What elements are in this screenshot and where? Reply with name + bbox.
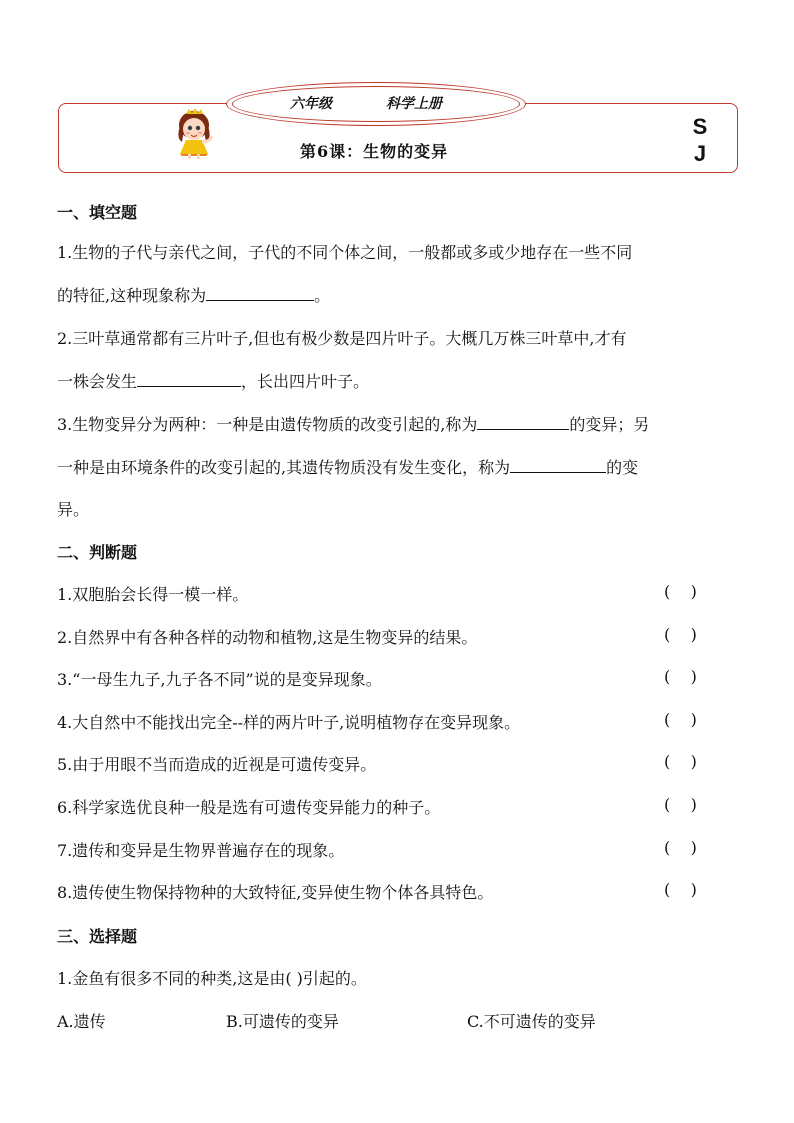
judge-item-3: 3.“一母生九子,九子各不同”说的是变异现象。	[57, 670, 382, 689]
girl-mascot-icon	[170, 108, 220, 160]
judge-item-4: 4.大自然中不能找出完全--样的两片叶子,说明植物存在变异现象。	[57, 713, 521, 732]
fill-q2-line2	[57, 369, 369, 392]
publisher-code-j: J	[693, 141, 707, 166]
choice-option-c[interactable]: C.不可遗传的变异	[467, 1012, 596, 1031]
choice-option-b[interactable]: B.可遗传的变异	[226, 1012, 339, 1031]
fill-q3-line1	[57, 412, 649, 435]
lesson-title: 第6课：生物的变异	[300, 142, 449, 161]
judge-answer-7[interactable]: ( )	[664, 838, 697, 857]
fill-q3-line2	[57, 455, 638, 478]
fill-q3-line3: 异。	[57, 500, 90, 519]
judge-item-5: 5.由于用眼不当而造成的近视是可遗传变异。	[57, 755, 377, 774]
fill-q3-blank2[interactable]	[510, 458, 606, 473]
fill-q1-blank[interactable]	[206, 286, 314, 301]
judge-answer-2[interactable]: ( )	[664, 625, 697, 644]
judge-answer-6[interactable]: ( )	[664, 795, 697, 814]
fill-q3-text3: 一种是由环境条件的改变引起的,其遗传物质没有发生变化，称为	[57, 458, 511, 477]
section-title-judge: 二、判断题	[57, 543, 138, 562]
subject-label: 科学上册	[386, 96, 442, 112]
fill-q2-text: 一株会发生	[57, 372, 138, 391]
judge-item-8: 8.遗传使生物保持物种的大致特征,变异使生物个体各具特色。	[57, 883, 494, 902]
fill-q3-blank1[interactable]	[477, 415, 569, 430]
publisher-code	[688, 113, 712, 167]
fill-q1-line1: 1.生物的子代与亲代之间，子代的不同个体之间，一般都或多或少地存在一些不同	[57, 243, 633, 262]
judge-item-2: 2.自然界中有各种各样的动物和植物,这是生物变异的结果。	[57, 628, 478, 647]
fill-q2-end: ，长出四片叶子。	[241, 372, 370, 391]
judge-answer-8[interactable]: ( )	[664, 880, 697, 899]
fill-q3-text4: 的变	[606, 458, 639, 477]
judge-answer-5[interactable]: ( )	[664, 752, 697, 771]
judge-item-6: 6.科学家选优良种一般是选有可遗传变异能力的种子。	[57, 798, 441, 817]
fill-q3-text2: 的变异；另	[569, 415, 650, 434]
fill-q1-text: 的特征,这种现象称为	[57, 286, 207, 305]
fill-q1-end: 。	[314, 286, 331, 305]
fill-q2-blank[interactable]	[137, 372, 241, 387]
publisher-code-s: S	[692, 114, 708, 139]
judge-answer-1[interactable]: ( )	[664, 582, 697, 601]
judge-answer-3[interactable]: ( )	[664, 667, 697, 686]
section-title-choice: 三、选择题	[57, 927, 138, 946]
judge-item-7: 7.遗传和变异是生物界普遍存在的现象。	[57, 841, 345, 860]
section-title-fill: 一、填空题	[57, 203, 138, 222]
judge-item-1: 1.双胞胎会长得一模一样。	[57, 585, 249, 604]
choice-q1: 1.金鱼有很多不同的种类,这是由( )引起的。	[57, 969, 367, 988]
choice-option-a[interactable]: A.遗传	[57, 1012, 106, 1031]
fill-q3-text1: 3.生物变异分为两种：一种是由遗传物质的改变引起的,称为	[57, 415, 478, 434]
header-oval-inner	[232, 86, 520, 122]
fill-q2-line1: 2.三叶草通常都有三片叶子,但也有极少数是四片叶子。大概几万株三叶草中,才有	[57, 329, 627, 348]
judge-answer-4[interactable]: ( )	[664, 710, 697, 729]
grade-label: 六年级	[290, 96, 332, 112]
fill-q1-line2	[57, 283, 330, 306]
